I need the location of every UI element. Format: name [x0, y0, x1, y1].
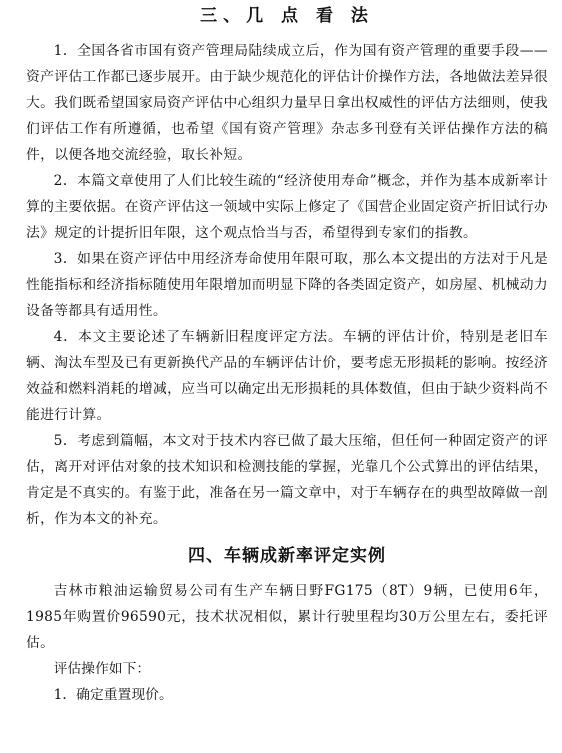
section-3-paragraph-3: 3．如果在资产评估中用经济寿命使用年限可取，那么本文提出的方法对于凡是性能指标和经济指标随使用年限增加而明显下降的各类固定资产，如房屋、机械动力设备等都具有适用性。: [26, 251, 548, 319]
section-3-title: 三、几 点 看 法: [200, 6, 374, 26]
section-3-paragraph-5: 5．考虑到篇幅，本文对于技术内容已做了最大压缩，但任何一种固定资产的评估，离开对评估对象的技术知识和检测技能的掌握，光靠几个公式算出的评估结果，肯定是不真实的。有鉴于此，准备在另一篇文章中，对于车辆存在的典型故障做一剖析，作为本文的补充。: [26, 433, 548, 527]
section-4-title: 四、车辆成新率评定实例: [188, 546, 386, 566]
section-3-paragraph-1: 1．全国各省市国有资产管理局陆续成立后，作为国有资产管理的重要手段——资产评估工作都已逐步展开。由于缺少规范化的评估计价操作方法，各地做法差异很大。我们既希望国家局资产评估中心组织力量早日拿出权威性的评估方法细则，使我们评估工作有所遵循，也希望《国有资产管理》杂志多刊登有关评估操作方法的稿件，以便各地交流经验，取长补短。: [26, 43, 548, 163]
section-4-step-1: 1．确定重置现价。: [53, 687, 173, 703]
section-3-paragraph-2: 2．本篇文章使用了人们比较生疏的“经济使用寿命”概念，并作为基本成新率计算的主要依据。在资产评估这一领域中实际上修定了《国营企业固定资产折旧试行办法》规定的计提折旧年限，这个观点恰当与否，希望得到专家们的指教。: [26, 173, 548, 241]
section-4-steps-intro: 评估操作如下：: [53, 661, 151, 677]
section-3-paragraph-4: 4．本文主要论述了车辆新旧程度评定方法。车辆的评估计价，特别是老旧车辆、淘汰车型及已有更新换代产品的车辆评估计价，要考虑无形损耗的影响。按经济效益和燃料消耗的增减，应当可以确定出无形损耗的具体数值，但由于缺少资料尚不能进行计算。: [26, 329, 548, 423]
section-4-paragraph-1: 吉林市粮油运输贸易公司有生产车辆日野FG175（8T）9辆，已使用6年，1985年购置价96590元，技术状况相似，累计行驶里程均30万公里左右，委托评估。: [26, 583, 548, 651]
